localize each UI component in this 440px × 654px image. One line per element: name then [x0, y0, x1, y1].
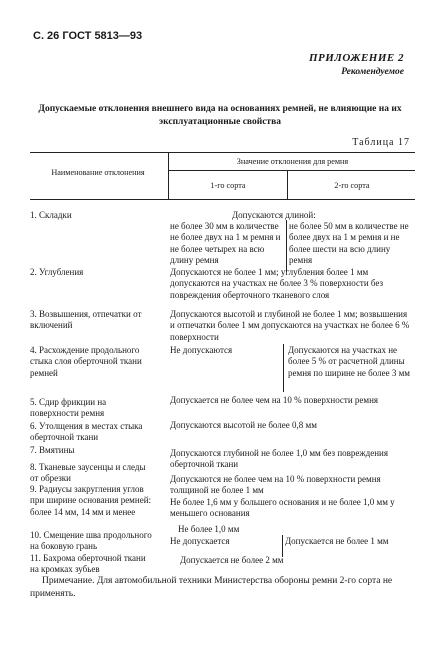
- table-row-label: 3. Возвышения, отпечатки от включений: [30, 309, 142, 331]
- col-header-grade2: 2-го сорта: [334, 181, 370, 190]
- table-row-label: 11. Бахрома оберточной ткани на кромках зубьев: [30, 553, 146, 575]
- table-cell-grade2: Допускается не более 1 мм: [285, 536, 389, 546]
- table-row-label: 10. Смещение шва продольного на боковую грань: [30, 530, 152, 552]
- table-cell-grade1: Не допускается: [170, 536, 230, 546]
- header-bottom-rule: [30, 199, 415, 200]
- table-top-rule: [30, 152, 415, 153]
- table-note: Примечание. Для автомобильной техники Министерства обороны ремни 2-го сорта не применять.: [30, 576, 393, 599]
- header-col-divider: [168, 152, 169, 199]
- appendix-subtitle: Рекомендуемое: [341, 67, 404, 77]
- row4-divider: [283, 344, 284, 392]
- table-cell-span: Допускаются высотой и глубиной не более 1 мм; возвышения и отпечатки более 1 мм допускаются на участках не более 6 % поверхности: [170, 309, 410, 342]
- header-col-divider-2: [287, 170, 288, 199]
- table-cell-span: Допускается не более 2 мм: [180, 555, 284, 565]
- table-cell-grade1: Не допускаются: [170, 345, 233, 355]
- table-cell-span: Допускаются глубиной не более 1,0 мм без повреждения оберточной ткани: [170, 448, 388, 470]
- table-row-label: 7. Вмятины: [30, 445, 75, 455]
- table-cell-grade1: не более 30 мм в количестве не более двух на 1 м ремня и не более четырех на всю длину ремня: [170, 221, 281, 266]
- table-label: Таблица 17: [352, 137, 410, 148]
- col-header-name: Наименование отклонения: [51, 168, 145, 177]
- header-split-rule: [168, 170, 415, 171]
- row10-divider: [282, 535, 283, 557]
- table-row-label: 8. Тканевые заусенцы и следы от обрезки: [30, 462, 146, 484]
- document-title: Допускаемые отклонения внешнего вида на основаниях ремней, не влияющие на их эксплуатационные свойства: [38, 104, 402, 127]
- table-row-label: 6. Утолщения в местах стыка оберточной ткани: [30, 421, 143, 443]
- table-cell-span: Допускаются длиной:: [232, 210, 316, 220]
- table-cell-span: Не более 1,6 мм у большего основания и не более 1,0 мм у меньшего основания: [170, 497, 395, 519]
- table-cell-span: Допускаются не более чем на 10 % поверхности ремня толщиной не более 1 мм: [170, 474, 381, 496]
- table-cell-span: Допускаются высотой не более 0,8 мм: [170, 420, 317, 430]
- table-cell-span: Допускается не более чем на 10 % поверхности ремня: [170, 395, 379, 405]
- col-header-grade1: 1-го сорта: [210, 181, 246, 190]
- table-cell-grade2: Допускаются на участках не более 5 % от расчетной длины ремня по ширине не более 3 мм: [288, 345, 410, 378]
- table-cell-span: Не более 1,0 мм: [178, 524, 240, 534]
- table-row-label: 1. Складки: [30, 210, 72, 220]
- appendix-title: ПРИЛОЖЕНИЕ 2: [308, 52, 404, 64]
- table-cell-span: Допускаются не более 1 мм; углубления более 1 мм допускаются на участках не более 3 % поверхности без повреждения оберточного тканевого слоя: [170, 267, 384, 300]
- table-row-label: 9. Радиусы закругления углов при ширине основания ремней: более 14 мм, 14 мм и менее: [30, 484, 152, 517]
- table-cell-grade2: не более 50 мм в количестве не более двух на 1 м ремня и не более шести на всю длину ремня: [289, 221, 409, 266]
- col-header-span: Значение отклонения для ремня: [236, 157, 349, 166]
- table-row-label: 2. Углубления: [30, 267, 84, 277]
- row1-divider: [286, 220, 287, 272]
- table-row-label: 5. Сдир фрикции на поверхности ремня: [30, 397, 107, 419]
- table-row-label: 4. Расхождение продольного стыка слоя оберточной ткани ремней: [30, 345, 142, 378]
- page-header: С. 26 ГОСТ 5813—93: [33, 30, 143, 42]
